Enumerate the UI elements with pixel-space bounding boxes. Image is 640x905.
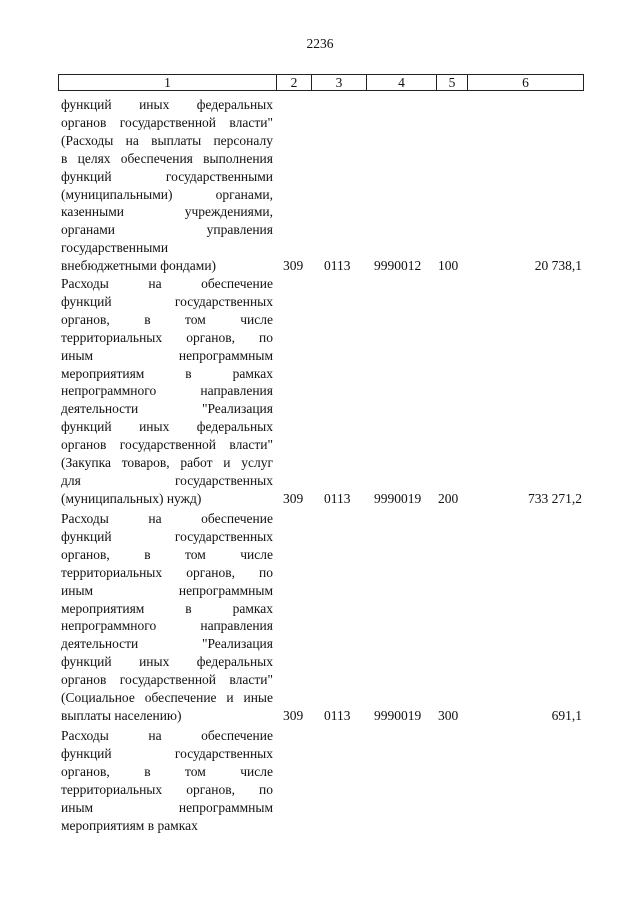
description-line: органов государственной власти": [61, 114, 273, 130]
table-row: [58, 275, 584, 508]
description-line: непрограммного направления: [61, 618, 273, 634]
description-line: иным непрограммным: [61, 582, 273, 598]
description-line: органов государственной власти": [61, 437, 273, 453]
table-row: [58, 727, 584, 834]
description-line: функций государственными: [61, 168, 273, 184]
expense-type-code: 100: [438, 258, 459, 273]
description-line: Расходы на обеспечение: [61, 511, 273, 526]
column-number-2: 2: [277, 75, 312, 90]
row-values: [58, 816, 584, 834]
description-line: Расходы на обеспечение: [61, 276, 273, 291]
description-line: в целях обеспечения выполнения: [61, 150, 273, 166]
description-line: органами управления: [61, 222, 273, 238]
description-line: деятельности "Реализация: [61, 636, 273, 652]
description-line: органов, в том числе: [61, 311, 273, 327]
description-line: территориальных органов, по: [61, 329, 273, 345]
description-line: Расходы на обеспечение: [61, 728, 273, 743]
section-code: 0113: [324, 490, 351, 506]
target-article-code: 9990019: [374, 490, 422, 506]
table-row: [58, 510, 584, 725]
description-line: функций государственных: [61, 293, 273, 309]
description-line: функций государственных: [61, 745, 273, 761]
row-values: [58, 707, 584, 725]
description-line: государственными: [61, 240, 169, 256]
amount: 20 738,1: [534, 258, 582, 273]
row-description: [61, 96, 273, 275]
column-number-3: 3: [312, 75, 367, 90]
column-number-1: 1: [59, 75, 277, 90]
expense-type-code: 300: [438, 707, 459, 723]
ministry-code: 309: [283, 490, 304, 506]
row-values: [58, 257, 584, 275]
description-line: функций иных федеральных: [61, 97, 273, 112]
description-line: территориальных органов, по: [61, 781, 273, 797]
description-line: иным непрограммным: [61, 799, 273, 815]
expense-type-code: 200: [438, 490, 459, 506]
description-line: для государственных: [61, 472, 273, 488]
description-line: функций иных федеральных: [61, 654, 273, 670]
row-description: [61, 510, 273, 725]
description-line: непрограммного направления: [61, 383, 273, 399]
description-line: функций государственных: [61, 528, 273, 544]
table-row: [58, 96, 584, 275]
description-line: органов, в том числе: [61, 763, 273, 779]
description-line: (Социальное обеспечение и иные: [61, 690, 273, 706]
target-article-code: 9990012: [374, 258, 422, 273]
description-line: (Закупка товаров, работ и услуг: [61, 455, 273, 471]
description-line: внебюджетными фондами): [61, 258, 217, 274]
description-line: территориальных органов, по: [61, 564, 273, 580]
section-code: 0113: [324, 707, 351, 723]
row-values: [58, 490, 584, 508]
description-line: деятельности "Реализация: [61, 401, 273, 417]
target-article-code: 9990019: [374, 707, 422, 723]
description-line: функций иных федеральных: [61, 419, 273, 435]
description-line: мероприятиям в рамках: [61, 365, 273, 381]
column-number-5: 5: [437, 75, 468, 90]
description-line: органов государственной власти": [61, 672, 273, 688]
ministry-code: 309: [283, 707, 304, 723]
description-line: мероприятиям в рамках: [61, 600, 273, 616]
description-line: органов, в том числе: [61, 546, 273, 562]
column-number-header: [58, 74, 584, 91]
ministry-code: 309: [283, 258, 304, 273]
section-code: 0113: [324, 258, 351, 273]
row-description: [61, 275, 273, 508]
column-number-4: 4: [367, 75, 437, 90]
description-line: (муниципальными) органами,: [61, 186, 273, 202]
page-number: 2236: [306, 36, 334, 51]
description-line: казенными учреждениями,: [61, 204, 273, 220]
column-number-6: 6: [522, 75, 529, 90]
description-line: мероприятиям в рамках: [61, 817, 198, 833]
amount: 733 271,2: [528, 490, 582, 506]
description-line: выплаты населению): [61, 707, 182, 723]
description-line: (Расходы на выплаты персоналу: [61, 132, 273, 148]
description-line: (муниципальных) нужд): [61, 490, 202, 506]
amount: 691,1: [551, 707, 582, 723]
description-line: иным непрограммным: [61, 347, 273, 363]
